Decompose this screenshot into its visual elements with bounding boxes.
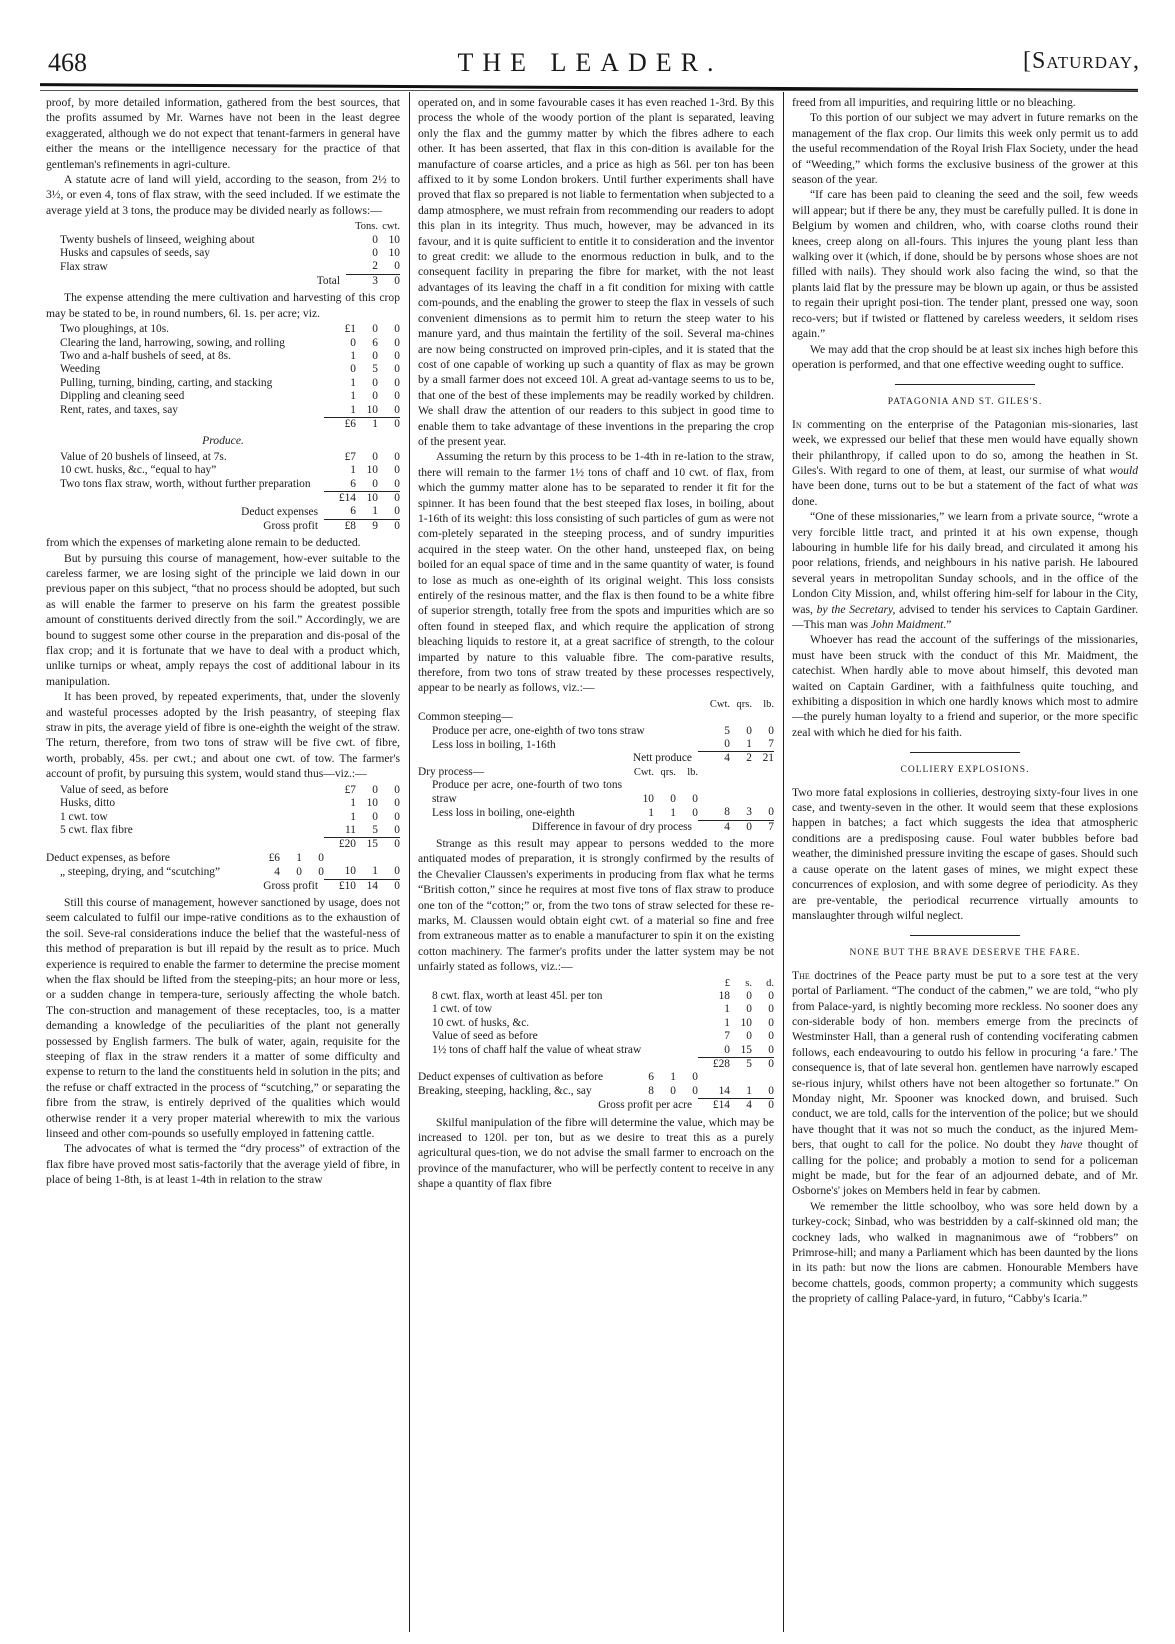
paragraph: But by pursuing this course of management, how-ever suitable to the careless farmer, we are losing sight of the principle we laid down in our previous paper on this subject, “that no process should be adopted, but such as will enable the farmer to preserve on his farm the greatest possible amount of constituents derived directly from the soil.” Accordingly, we are bound to suggest some other course in the preparation and dis-posal of the flax crop; and it is fortunate that we have to deal with a product which, unlike turnips or wheat, amply repays the cost of additional labour in its manipulation. bbox=[46, 551, 400, 688]
table-total-row: £20 15 0 bbox=[46, 838, 400, 852]
masthead-rule-thin bbox=[40, 90, 1138, 91]
section-heading: COLLIERY EXPLOSIONS. bbox=[900, 765, 1030, 776]
table-row: 10 cwt. of husks, &c. 1 10 0 bbox=[432, 1016, 774, 1029]
table-row: Two tons flax straw, worth, without further preparation 6 0 0 bbox=[60, 477, 400, 491]
table-row: Deduct expenses, as before £6 1 0 bbox=[46, 851, 324, 864]
table-row: Value of seed, as before £7 0 0 bbox=[60, 783, 400, 796]
table-row: Clearing the land, harrowing, sowing, and rolling 0 6 0 bbox=[60, 336, 400, 349]
col-header: Tons. bbox=[355, 221, 378, 233]
paragraph: freed from all impurities, and requiring little or no bleaching. bbox=[792, 96, 1076, 109]
yield-table bbox=[46, 220, 400, 288]
fibre-profit-table bbox=[46, 784, 400, 893]
section-divider bbox=[895, 384, 1035, 385]
paragraph: Two more fatal explosions in collieries, destroying sixty-four lives in one case, and twenty-seven in the other. It would seem that these explosions happen in batches; a fact which suggests the idea that atmospheric conditions are a predisposing cause. Foul water bubbles before bad weather, the diminished pressure inviting the escape of gases. Should such a cause operate on the latent gases of mines, we might expect these concurrences of explosion, and with some degree of periodicity. As they are pre-ventable, the periodical recurrence virtually amounts to manslaughter through wilful neglect. bbox=[792, 785, 1138, 922]
table-row: Twenty bushels of linseed, weighing about 0 10 bbox=[60, 233, 400, 246]
comparison-table: Cwt. qrs. lb. Common steeping— Produce per acre, one-eighth of two tons straw 5 0 0 Less loss in boiling, 1-16th 0 1 7 Nett produce 4 2 21 Dry process— Cwt. qrs. lb. Produce per acre, one-fourth of two tons straw 10 0 0 Less loss in boiling, one-eighth 1 1 0 8 3 0 Difference in favour of dry process 4 0 7 bbox=[418, 698, 774, 833]
table-total-row: £6 1 0 bbox=[46, 417, 400, 431]
paragraph: A statute acre of land will yield, according to the season, from 2½ to 3½, or even 4, tons of flax straw, with the seed included. If we estimate the average yield at 3 tons, the produce may be divided nearly as follows:— bbox=[46, 173, 400, 217]
table-row: 10 cwt. husks, &c., “equal to hay” 1 10 0 bbox=[60, 464, 400, 477]
page-number: 468 bbox=[48, 48, 87, 77]
table-row: Rent, rates, and taxes, say 1 10 0 bbox=[60, 403, 400, 417]
table-row: Produce per acre, one-fourth of two tons straw 10 0 0 bbox=[432, 779, 698, 805]
table-row: Pulling, turning, binding, carting, and stacking 1 0 0 bbox=[60, 376, 400, 389]
table-total-row: £14 10 0 bbox=[46, 491, 400, 505]
column-2 bbox=[418, 95, 774, 1192]
table-row: Weeding 0 5 0 bbox=[60, 363, 400, 376]
table-row: 1½ tons of chaff half the value of wheat straw 0 15 0 bbox=[432, 1043, 774, 1057]
paragraph: operated on, and in some favourable cases it has even reached 1-3rd. By this process the whole of the woody portion of the plant is separated, leaving only the flax and the gummy matter by which the fibres adhere to each other. It has been asserted, that flax in this con-dition is available for the manufacture of coarse articles, and a price as high as 56l. per ton has been affixed to it by some London brokers. Until further experiments shall have proved that flax so prepared is not liable to fermentation when subjected to a damp atmosphere, we must refrain from recommending our readers to adopt this plan in its integrity. Thus much, however, may be advanced in its favour, and it is quite sufficient to entitle it to consideration and the inventor to great credit: we allude to the enormous reduction in bulk, and to the consequent facility in preparing the fibre for market, with the not least advantages of its leaving the chaff in a fit condition for mixing with cattle com-pounds, and the enabling the grower to steep the flax in vessels of such convenient dimensions as to permit him to return the steep water to his manure yard, and thus maintain the fertility of the soil. Several ma-chines are now being constructed on improved prin-ciples, and it is stated that the cost of one capable of working up such a quantity of flax as may be grown by a small farmer does not exceed 10l. A great ad-vantage seems to us to be, that one of the best of these implements may be readily worked by children. We shall draw the attention of our readers to this subject in good time to enable them to take advantage of these inventions in the preparing the crop of the present year. bbox=[418, 96, 774, 448]
table-row: Produce per acre, one-eighth of two tons straw 5 0 0 bbox=[432, 724, 774, 737]
table-row: 1 cwt. of tow 1 0 0 bbox=[432, 1003, 774, 1016]
paragraph: “One of these missionaries,” we learn from a private source, “wrote a very forcible little tract, and printed it at his own expense, though labouring in humble life for his daily bread, and circulated it among his poor relations, friends, and neighbours in his native parish. He laboured several years in metropolitan Sunday schools, and in the office of the London City Mission, and, whilst offering him-self for labour in the City, was, by the Secretary, advised to tender his services to Captain Gardiner.—This man was John Maidment.” bbox=[792, 510, 1139, 631]
section-divider bbox=[910, 935, 1020, 936]
masthead bbox=[40, 44, 1140, 84]
table-row: 1 cwt. tow 1 0 0 bbox=[60, 810, 400, 823]
paragraph: Strange as this result may appear to persons wedded to the more antiquated modes of preparation, it is strongly confirmed by the results of the Chevalier Claussen's experiments in producing from flax what he terms “British cotton,” since he requires at most five tons of flax straw to produce one ton of the “cotton;” or, from the two tons of straw selected for these re-marks, M. Claussen would obtain eight cwt. of a material so fine and free from extraneous matter as to enable a manufacturer to spin it on the existing cotton machinery. The farmer's profits under the latter system may be not unfairly stated as follows, viz.:— bbox=[418, 836, 774, 974]
col-header: cwt. bbox=[382, 221, 400, 233]
table-row: Value of seed as before 7 0 0 bbox=[432, 1030, 774, 1043]
dry-process-profit-table: £ s. d. 8 cwt. flax, worth at least 45l. per ton 18 0 0 1 cwt. of tow 1 0 0 10 cwt. of husks, &c. 1 10 0 Value of seed as before 7 0 0 1½ tons of chaff half the value of wheat straw 0 15 0 £28 5 0 Deduct expenses of cultivation as before 6 1 0 Breaking, steeping, hackling, &c., say 8 0 0 14 1 0 Gross profit per acre £14 4 0 bbox=[418, 977, 774, 1112]
paragraph: The advocates of what is termed the “dry process” of extraction of the flax fibre have proved most satis-factorily that the average yield of fibre, in place of being 1-8th, is at least 1-4th in relation to the straw bbox=[46, 1142, 400, 1187]
table-section-label: Common steeping— bbox=[418, 711, 513, 724]
paragraph: In commenting on the enterprise of the Patagonian mis-sionaries, last week, we expressed our belief that these men would have equally shown their philanthropy, if called upon to do so, among the heathen in St. Giles's. With regard to one of them, at least, our surmise of what would have been done, turns out to be but a statement of the fact of what was done. bbox=[792, 417, 1138, 508]
table-row: Less loss in boiling, one-eighth 1 1 0 8 3 0 bbox=[432, 806, 774, 819]
table-total-row: Total 3 0 bbox=[316, 274, 400, 287]
paragraph: Still this course of management, however sanctioned by usage, does not seem calculated to fulfil our impe-rative conditions as to the exhaustion of the soil. Seve-ral considerations induce the belief that the wasteful-ness of this method of preparation is but ill repaid by the result as to price. Much experience is required to enable the farmer to determine the precise moment when the flax should be lifted from the steeping-pits; an hour more or less, or a sudden change in tempera-ture, seriously affecting the whole batch. The con-struction and management of these receptacles, too, is a matter demanding a knowledge of the peculiarities of the plant not generally possessed by English farmers. The bulk of water, again, requisite for the steeping of flax in the straw renders it a matter of some difficulty and expense to return to the land the constituents held in solution in the pits; and the refuse or chaff extracted in the process of “scutching,” or separating the fibre from the straw, is entirely deprived of the qualities which would otherwise render it a very proper material wherewith to mix the various linseed and other com-pounds so usefully employed in fattening cattle. bbox=[46, 895, 400, 1141]
paragraph: Assuming the return by this process to be 1-4th in re-lation to the straw, there will remain to the farmer 1½ tons of chaff and 10 cwt. of flax, from which the gummy matter alone has to be separated to render it fit for the spinner. It has been found that the best steeped flax loses, in boiling, about 1-16th of its weight: this loss consisting of such particles of gum as were not com-pletely separated in the steeping process, and of sundry impurities acquired in the steep water. On the other hand, unsteeped flax, on being boiled for an equal space of time and in the same quantity of water, is found to lose as much as one-eighth of its original weight. This loss consists entirely of the resinous matter, and the flax is then found to be a white fibre of superior strength, totally free from the spots and impurities which are so often found in steeped flax, and which require the application of strong bleaching liquids to restore it, at a great sacrifice of strength, to the colour imparted by nature to this valuable fibre. The com-parative results, therefore, from two tons of straw treated by these processes respectively, appear to be nearly as follows, viz.:— bbox=[418, 450, 774, 695]
column-divider bbox=[783, 92, 784, 1632]
table-row: „ steeping, drying, and “scutching” 4 0 0 10 1 0 bbox=[60, 865, 400, 878]
paragraph: Skilful manipulation of the fibre will determine the value, which may be increased to 120l. per ton, but as we desire to treat this as a purely agricultural ques-tion, we do not advise the small farmer to encroach on the province of the manufacturer, who will be perfectly content to receive in any shape a quantity of flax fibre bbox=[418, 1115, 774, 1191]
section-heading: NONE BUT THE BRAVE DESERVE THE FARE. bbox=[849, 948, 1081, 959]
column-1 bbox=[46, 95, 400, 1188]
newspaper-title: THE LEADER. bbox=[457, 48, 723, 77]
produce-table bbox=[46, 451, 400, 533]
table-total-row: £28 5 0 bbox=[418, 1058, 774, 1072]
section-divider bbox=[910, 752, 1020, 753]
section-heading: PATAGONIA AND ST. GILES'S. bbox=[887, 397, 1043, 408]
table-row: Flax straw 2 0 bbox=[60, 260, 400, 273]
paragraph: from which the expenses of marketing alone remain to be deducted. bbox=[46, 536, 361, 550]
paragraph: We may add that the crop should be at least six inches high before this operation is performed, and that one effective weeding ought to suffice. bbox=[792, 342, 1138, 371]
paragraph: “If care has been paid to cleaning the seed and the soil, few weeds will appear; but if there be any, they must be carefully pulled. It is done in Belgium by women and children, who, with coarse cloths round their knees, creep along on all-fours. This injures the young plant less than walking over it (which, if done, should be by persons whose shoes are not filled with nails). They should work also facing the wind, so that the plants laid flat by the pressure may be blown up again, or thus be assisted to regain their upright posi-tion. The tender plant, pressed one way, soon reco-vers; but if twisted or flattened by careless weeders, it seldom rises again.” bbox=[792, 188, 1138, 341]
table-row: Two ploughings, at 10s. £1 0 0 bbox=[60, 323, 400, 336]
paragraph: We remember the little schoolboy, who was sore held down by a turkey-cock; Sinbad, who was bestridden by a calf-skinned old man; the cockney lads, who walked in magnanimous awe of “robbers” on Primrose-hill; and many a Parliament which has been daunted by the lions in its path: but now the lions are cabmen. Honourable Members have become chattels, goods, common property; a community which suggests the propriety of calling Palace-yard, in futuro, “Cabby's Icaria.” bbox=[792, 1199, 1138, 1306]
produce-heading: Produce. bbox=[202, 434, 244, 448]
column-divider bbox=[409, 92, 410, 1632]
table-total-row: Gross profit per acre £14 4 0 bbox=[598, 1099, 774, 1112]
paragraph: It has been proved, by repeated experiments, that, under the slovenly and wasteful processes adopted by the Irish peasantry, of steeping flax straw in pits, the average yield of fibre is one-eighth the weight of the straw. The return, therefore, from two tons of straw will be five cwt. of fibre, worth, probably, 45s. per cwt.; and about one cwt. of tow. The farmer's account of profit, by pursuing this system, would stand thus—viz.:— bbox=[46, 690, 400, 781]
expense-table bbox=[46, 323, 400, 431]
paragraph: The expense attending the mere cultivation and harvesting of this crop may be stated to be, in round numbers, 6l. 1s. per acre; viz. bbox=[46, 291, 400, 320]
table-row: Value of 20 bushels of linseed, at 7s. £7 0 0 bbox=[60, 450, 400, 463]
table-section-label: Dry process— Cwt. qrs. lb. bbox=[418, 765, 698, 778]
table-row: Breaking, steeping, hackling, &c., say 8 0 0 14 1 0 bbox=[418, 1084, 774, 1098]
table-row: Husks, ditto 1 10 0 bbox=[60, 797, 400, 810]
paragraph: To this portion of our subject we may advert in future remarks on the management of the flax crop. Our limits this week only permit us to add the useful recommendation of the Royal Irish Flax Society, under the head of “Weeding,” which forms the exclusive business of the grower at this season of the year. bbox=[792, 111, 1138, 187]
table-row: Deduct expenses of cultivation as before 6 1 0 bbox=[418, 1071, 698, 1084]
table-row: Two and a-half bushels of seed, at 8s. 1 0 0 bbox=[60, 349, 400, 362]
table-row: Less loss in boiling, 1-16th 0 1 7 bbox=[432, 738, 774, 751]
table-row: 8 cwt. flax, worth at least 45l. per ton 18 0 0 bbox=[432, 989, 774, 1002]
table-row: Dippling and cleaning seed 1 0 0 bbox=[60, 390, 400, 403]
table-row: Husks and capsules of seeds, say 0 10 bbox=[60, 247, 400, 260]
paragraph: Whoever has read the account of the sufferings of the missionaries, must have been struck with the conduct of this Mr. Maidment, the catechist. When hardly able to move about himself, this devoted man waited on Captain Gardiner, with a faithfulness quite touching, and exhibiting a disposition in which one hardly knows which most to admire—the purely human loyalty to a friend and superior, or the more specific zeal with which he died for his faith. bbox=[792, 633, 1138, 739]
paragraph: proof, by more detailed information, gathered from the best sources, that the profits assumed by Mr. Warnes have not been in the least degree exaggerated, although we do not expect that tenant-farmers in general have either the means or the intelligence necessary for the practice of that gentleman's refinements in agri-culture. bbox=[46, 96, 400, 171]
table-row: Deduct expenses 6 1 0 bbox=[241, 505, 400, 518]
table-total-row: Gross profit £10 14 0 bbox=[263, 879, 400, 892]
issue-day: [Saturday, bbox=[1022, 48, 1140, 74]
table-total-row: Gross profit £8 9 0 bbox=[263, 519, 400, 532]
table-row: 5 cwt. flax fibre 11 5 0 bbox=[60, 823, 400, 837]
column-3 bbox=[792, 95, 1138, 1307]
table-total-row: Difference in favour of dry process 4 0 7 bbox=[531, 820, 774, 833]
paragraph: The doctrines of the Peace party must be put to a sore test at the very portal of Parliament. “The conduct of the cabmen,” we are told, “who ply from Palace-yard, is nightly becoming more reckless. No sooner does any con-siderable body of hon. members emerge from the precincts of Westminster Hall, than a general rush of contending vociferating cabmen follows, each endeavouring to outdo his fellow in procuring ‘a fare.’ The consequence is, that of late several hon. gentlemen have narrowly escaped se-rious injury, whilst others have not been altogether so fortunate.” On Monday night, Mr. Spooner was knocked down, and bruised. Such conduct, we are told, calls for the intervention of the police; but we should have thought that it was not so much the conduct, as the injured Mem-bers, that ought to call for the police. No doubt they have thought of calling for the police; and probably a motion to send for a policeman might be made, but for the fear of an adjourned debate, and of Mr. Osborne's' jokes on Members held in fear by cabmen. bbox=[792, 968, 1139, 1198]
table-total-row: Nett produce 4 2 21 bbox=[632, 752, 774, 765]
